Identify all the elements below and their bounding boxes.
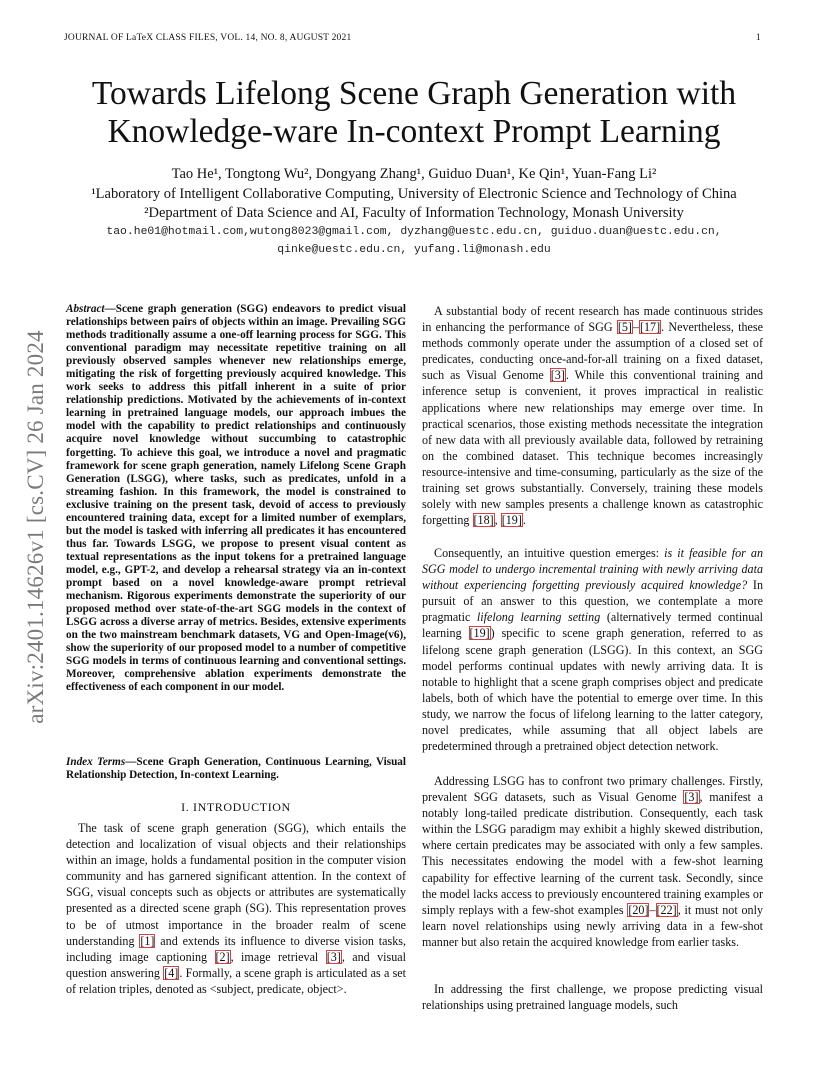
citation-link[interactable]: [19] bbox=[501, 513, 522, 528]
research-question: is it feasible for an SGG model to undergo incremental training with newly arriving data without experiencing forgetting previously acquired knowledge? bbox=[422, 546, 763, 593]
intro-paragraph-1 bbox=[66, 820, 406, 997]
citation-link[interactable]: [2] bbox=[215, 949, 230, 964]
title-line-1: Towards Lifelong Scene Graph Generation with bbox=[91, 75, 737, 112]
emphasis-text: lifelong learning setting bbox=[476, 610, 601, 625]
index-terms-label: Index Terms bbox=[66, 756, 126, 768]
body-text: In addressing the first challenge, we propose predicting visual relationships using pretrained language models, such bbox=[422, 982, 763, 1013]
author-emails-line-2: qinke@uestc.edu.cn, yufang.li@monash.edu bbox=[277, 244, 551, 256]
body-text: Addressing LSGG has to confront two primary challenges. Firstly, prevalent SGG datasets, such as Visual Genome bbox=[422, 774, 763, 805]
affiliation-1: ¹Laboratory of Intelligent Collaborative Computing, University of Electronic Science and Technology of China bbox=[91, 186, 737, 202]
citation-link[interactable]: [18] bbox=[473, 513, 494, 528]
author-emails-line-1: tao.he01@hotmail.com,wutong8023@gmail.com, dyzhang@uestc.edu.cn, guiduo.duan@uestc.edu.cn, bbox=[106, 226, 722, 238]
intro-text: . Formally, a scene graph is articulated as a set of relation triples, denoted as <subject, predicate, object>. bbox=[66, 965, 406, 996]
body-text: – bbox=[632, 320, 639, 335]
author-list: Tao He¹, Tongtong Wu², Dongyang Zhang¹, Guiduo Duan¹, Ke Qin¹, Yuan-Fang Li² bbox=[171, 166, 657, 182]
title-line-2: Knowledge-ware In-context Prompt Learning bbox=[107, 113, 721, 150]
citation-link[interactable]: [5] bbox=[617, 320, 632, 335]
intro-text: , image retrieval bbox=[230, 949, 326, 964]
body-text: . Nevertheless, these methods commonly operate under the assumption of a closed set of predicates, conducting once-and-for-all training on a fixed dataset, such as Visual Genome bbox=[422, 320, 763, 383]
journal-header: JOURNAL OF LaTeX CLASS FILES, VOL. 14, NO. 8, AUGUST 2021 bbox=[64, 33, 352, 43]
abstract bbox=[66, 303, 406, 694]
citation-link[interactable]: [22] bbox=[656, 902, 677, 917]
body-text: – bbox=[649, 902, 656, 917]
body-text: , it must not only learn novel relationships using newly arriving data in a few-shot manner but also retain the acquired knowledge from earlier tasks. bbox=[422, 902, 763, 949]
body-text: , manifest a notably long-tailed predicate distribution. Consequently, each task within the LSGG paradigm may exhibit a highly skewed distribution, where certain predicates may be associated with only a few samples. This necessitates endowing the model with a few-shot learning capability for effective learning of the current task. Secondly, since the model lacks access to previously encountered training examples or simply replays with a few-shot examples bbox=[422, 790, 763, 917]
affiliation-2: ²Department of Data Science and AI, Faculty of Information Technology, Monash University bbox=[144, 205, 684, 221]
intro-text: The task of scene graph generation (SGG), which entails the detection and localization of visual objects and their relationships within an image, holds a fundamental position in the computer vision community and has garnered significant attention. In the context of SGG, visual concepts such as objects or attributes are systematically presented as a directed scene graph (SG). This representation proves to be of utmost importance in the broader realm of scene understanding bbox=[66, 821, 406, 948]
right-paragraph-2 bbox=[422, 545, 763, 754]
citation-link[interactable]: [3] bbox=[326, 949, 341, 964]
index-terms-text: —Scene Graph Generation, Continuous Learning, Visual Relationship Detection, In-context Learning. bbox=[66, 756, 406, 782]
section-heading: I. INTRODUCTION bbox=[181, 800, 291, 814]
paper-title bbox=[40, 75, 788, 151]
citation-link[interactable]: [4] bbox=[164, 965, 179, 980]
body-text: . bbox=[522, 513, 526, 528]
index-terms bbox=[66, 756, 406, 782]
body-text: ) specific to scene graph generation, referred to as lifelong scene graph generation (LSGG). In this context, an SGG model performs continual updates with newly arriving data. It is notable to highlight that a scene graph comprises object and predicate labels, both of which have the potential to emerge over time. In this study, we narrow the focus of lifelong learning to the latter category, novel predicates, while assuming that all object labels are predetermined through a pretrained object detection network. bbox=[422, 626, 763, 754]
body-text: , bbox=[494, 513, 501, 528]
citation-link[interactable]: [20] bbox=[628, 902, 649, 917]
abstract-label: Abstract bbox=[66, 303, 105, 315]
citation-link[interactable]: [3] bbox=[684, 790, 699, 805]
body-text: In pursuit of an answer to this question, we contemplate a more pragmatic bbox=[422, 578, 763, 625]
body-text: (alternatively termed continual learning bbox=[422, 610, 763, 641]
body-text: Consequently, an intuitive question emerges: bbox=[434, 546, 665, 560]
right-paragraph-4 bbox=[422, 981, 763, 1013]
intro-text: , and visual question answering bbox=[66, 949, 406, 980]
right-paragraph-3 bbox=[422, 773, 763, 950]
citation-link[interactable]: [17] bbox=[639, 320, 661, 335]
citation-link[interactable]: [19] bbox=[469, 626, 490, 641]
abstract-text: —Scene graph generation (SGG) endeavors to predict visual relationships between pairs of objects within an image. Prevailing SGG methods traditionally assume a one-off learning process for SGG. This conventional paradigm may necessitate repetitive training on all previously observed samples whenever new relationships emerge, mitigating the risk of forgetting previously acquired knowledge. This work seeks to address this pitfall inherent in a suite of prior relationship predictions. Motivated by the achievements of in-context learning in pretrained language models, our approach imbues the model with the capability to predict relationships and continuously acquire novel knowledge without succumbing to catastrophic forgetting. To achieve this goal, we introduce a novel and pragmatic framework for scene graph generation, namely Lifelong Scene Graph Generation (LSGG), where tasks, such as predicates, unfold in a streaming fashion. In this framework, the model is constrained to exclusive training on the present task, devoid of access to previously encountered training data, except for a limited number of exemplars, but the model is tasked with inferring all predicates it has encountered thus far. Towards LSGG, we propose to present visual content as textual representations as the input tokens for a pretrained language model, e.g., GPT-2, and develop a rehearsal strategy via an in-context prompt based on a novel knowledge-aware prompt retrieval mechanism. Rigorous experiments demonstrate the superiority of our proposed method over state-of-the-art SGG models in the context of LSGG across a diverse array of metrics. Besides, extensive experiments on the two mainstream benchmark datasets, VG and Open-Image(v6), show the superiority of our proposed model to a number of competitive SGG models in terms of continuous learning and conventional settings. Moreover, comprehensive ablation experiments demonstrate the effectiveness of each component in our model. bbox=[66, 303, 407, 694]
right-paragraph-1 bbox=[422, 303, 763, 528]
arxiv-stamp bbox=[22, 292, 50, 762]
citation-link[interactable]: [1] bbox=[140, 933, 155, 948]
arxiv-stamp-text: arXiv:2401.14626v1 [cs.CV] 26 Jan 2024 bbox=[23, 330, 48, 724]
page-number: 1 bbox=[756, 33, 761, 43]
body-text: A substantial body of recent research has made continuous strides in enhancing the performance of SGG bbox=[422, 304, 763, 335]
body-text: . While this conventional training and inference setup is convenient, it proves impractical in realistic applications where new relationships may emerge over time. In practical scenarios, those existing methods necessitate the integration of new data with all previously available data, followed by retraining on the combined dataset. This technique becomes increasingly resource-intensive and time-consuming, particularly as the size of the training set grows substantially. Conversely, training these models solely with new samples presents a challenge known as catastrophic forgetting bbox=[422, 368, 763, 528]
citation-link[interactable]: [3] bbox=[550, 368, 565, 383]
intro-text: and extends its influence to diverse vision tasks, including image captioning bbox=[66, 933, 406, 964]
